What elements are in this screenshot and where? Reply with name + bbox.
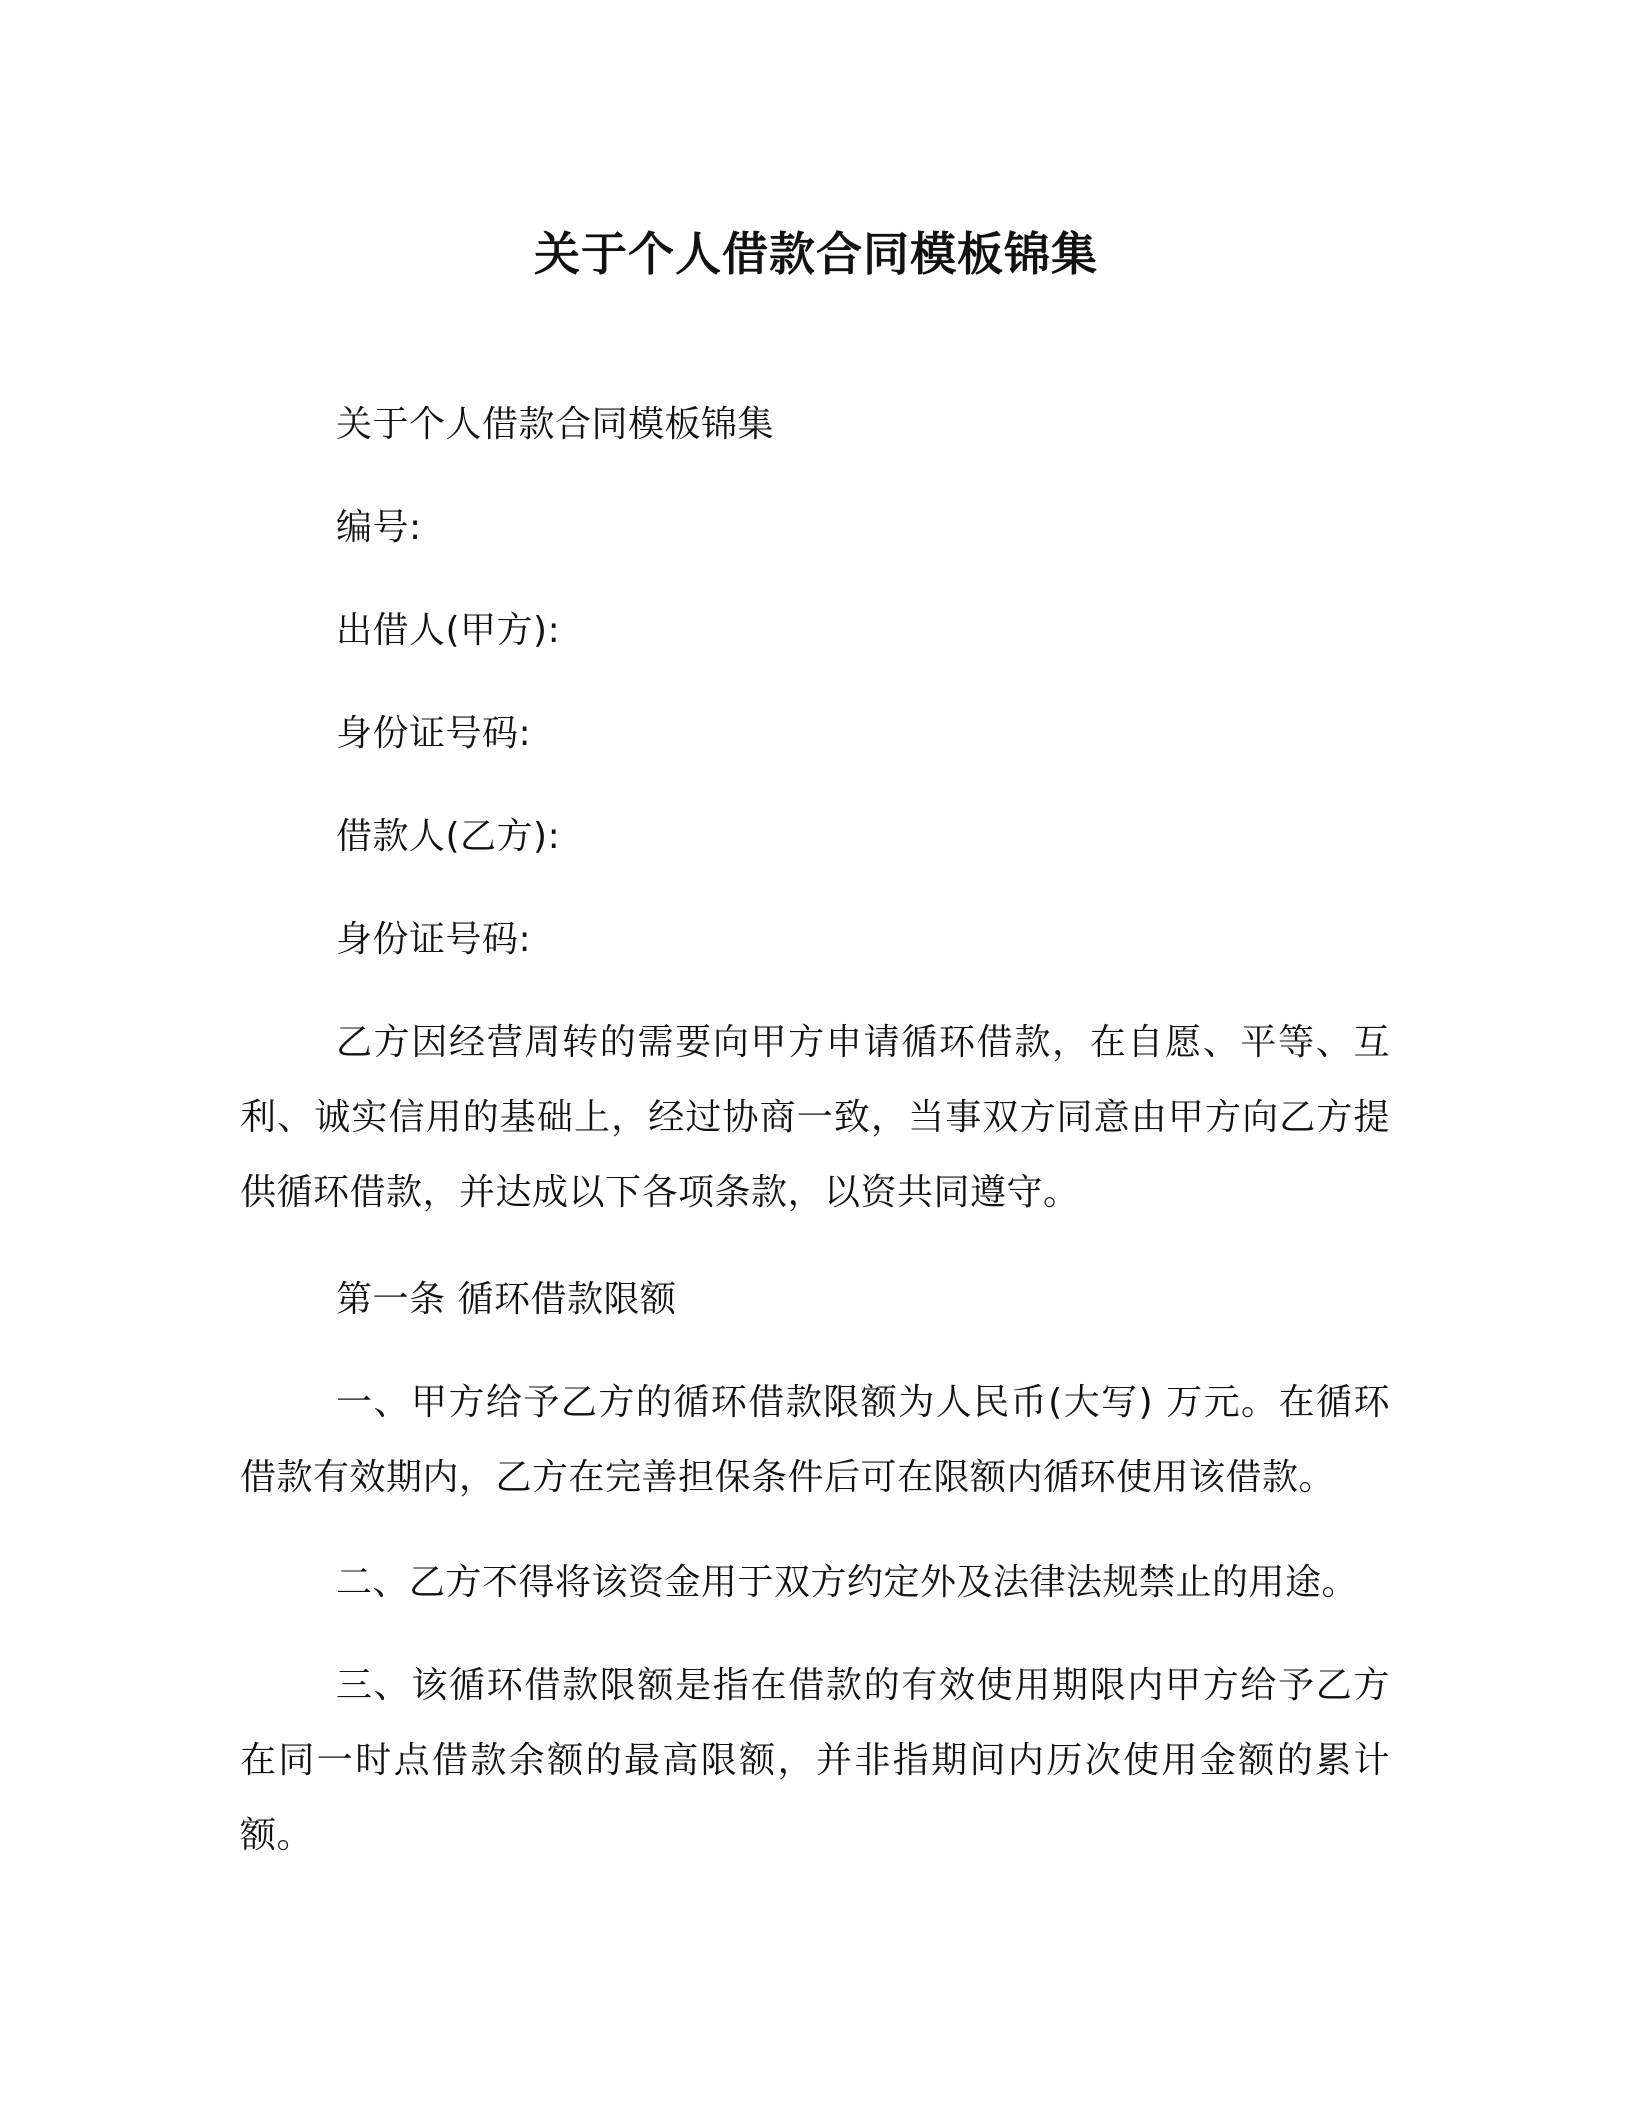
document-title: 关于个人借款合同模板锦集 <box>534 227 1098 281</box>
article1-heading: 第一条 循环借款限额 <box>336 1279 677 1320</box>
document-subtitle: 关于个人借款合同模板锦集 <box>336 404 775 445</box>
lender-field-label: 出借人(甲方): <box>336 610 561 651</box>
article1-clause2: 二、乙方不得将该资金用于双方约定外及法律法规禁止的用途。 <box>336 1562 1359 1603</box>
lender-id-field-label: 身份证号码: <box>336 713 532 754</box>
article1-clause3: 三、该循环借款限额是指在借款的有效使用期限内甲方给予乙方在同一时点借款余额的最高限额，并非指期间内历次使用金额的累计额。 <box>240 1665 1390 1856</box>
intro-paragraph: 乙方因经营周转的需要向甲方申请循环借款，在自愿、平等、互利、诚实信用的基础上，经过协商一致，当事双方同意由甲方向乙方提供循环借款，并达成以下各项条款，以资共同遵守。 <box>240 1022 1390 1213</box>
article1-clause1: 一、甲方给予乙方的循环借款限额为人民币(大写) 万元。在循环借款有效期内，乙方在完善担保条件后可在限额内循环使用该借款。 <box>240 1382 1390 1498</box>
number-field-label: 编号: <box>336 507 422 548</box>
borrower-id-field-label: 身份证号码: <box>336 919 532 960</box>
borrower-field-label: 借款人(乙方): <box>336 816 561 857</box>
